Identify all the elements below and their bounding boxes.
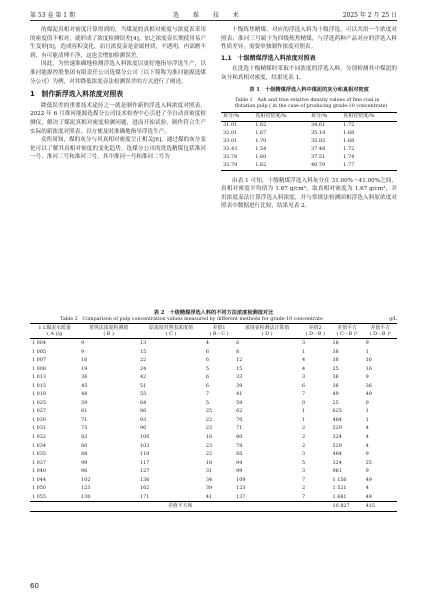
table2-cell: 1 040 — [32, 468, 47, 475]
table2-row — [30, 433, 397, 442]
table2-cell: 25 — [332, 365, 339, 372]
table2-caption-en: Table 2 Comparison of pulp concentration values measured by different methods for grade-10 concentrate — [60, 317, 323, 322]
header-journal: 选 煤 技 术 — [173, 11, 245, 19]
table1-cell: 33.79 — [223, 162, 238, 169]
table1-cell: 1.62 — [255, 162, 267, 169]
table1-header-row — [221, 112, 397, 121]
table2-cell: 24 — [140, 365, 147, 372]
running-header — [30, 8, 397, 21]
table2-cell: 7 — [302, 391, 306, 398]
table2-cell: 96 — [81, 468, 88, 475]
table2-cell: 16 — [81, 357, 88, 364]
table2-cell: 136 — [140, 476, 150, 483]
table2-cell: 62 — [236, 408, 243, 415]
table2-cell: 1 032 — [32, 434, 47, 441]
table2-cell: 6 — [205, 374, 210, 381]
table2-cell: 961 — [332, 468, 342, 475]
table2-cell: 1 035 — [32, 451, 47, 458]
table2-cell: 1 027 — [32, 408, 47, 415]
table2-cell: 6 — [236, 340, 240, 346]
table2-cell: 1 — [365, 416, 369, 423]
table1-row — [221, 154, 397, 162]
table2-cell: 117 — [140, 459, 150, 466]
table2-cell: 71 — [236, 425, 243, 432]
table2-cell: 6 — [302, 382, 306, 389]
table1-cell: 40.70 — [310, 162, 326, 169]
table2-row — [30, 373, 397, 382]
table2-row — [30, 390, 397, 399]
table2-cell: 1 034 — [32, 442, 47, 449]
table2-cell: 3 — [302, 340, 306, 346]
table2-row — [30, 416, 397, 425]
table2-cell: 1 — [365, 348, 369, 355]
table2-row — [30, 467, 397, 476]
table2 — [30, 323, 397, 512]
table1-cell: 1.68 — [343, 130, 355, 137]
table2-cell: 9 — [81, 348, 85, 355]
table1-caption-en: Table 1 Ash and true relative density values of fine coal in flotation pulp ( in the case of producing grade-10 concentrate) — [235, 97, 388, 109]
table2-cell: 88 — [81, 451, 88, 458]
table1-row — [221, 130, 397, 138]
table2-cell: 15 — [140, 348, 147, 355]
table2-cell: 4 — [365, 485, 369, 492]
table2-cell: 1 050 — [32, 485, 47, 492]
table2-cell: 4 — [302, 357, 306, 364]
table1-cell: 1.72 — [343, 146, 355, 153]
table2-cell: 7 — [302, 493, 306, 500]
table2-row — [30, 348, 397, 357]
table2-cell: 94 — [236, 459, 243, 466]
paragraph: 在洗选十级精煤时采取不同浓度的浮选入料，分别检测其中煤泥的灰分和真相对密度，结果见表 1。 — [221, 66, 397, 81]
table2-cell: 1 — [302, 348, 306, 355]
table2-cell: 22 — [205, 416, 213, 423]
table2-footer-row — [30, 502, 397, 512]
table2-cell: 5 — [205, 365, 210, 372]
table2-cell: 1 015 — [32, 382, 47, 389]
table1-header: 真相对密度/% — [343, 113, 375, 120]
table2-cell: 123 — [81, 485, 91, 492]
table2-cell: 529 — [332, 442, 342, 449]
table1 — [221, 112, 397, 171]
table2-cell: 2 — [302, 425, 306, 432]
table2-cell: 4 — [365, 434, 369, 441]
table2-cell: 102 — [81, 476, 91, 483]
table2-cell: 33 — [236, 374, 243, 381]
table1-cell: 1.72 — [343, 122, 355, 129]
table2-header: 原浓度对照表浓度值 ( C ) — [148, 325, 193, 337]
table1-cell: 1.74 — [343, 154, 355, 161]
table1-row — [221, 138, 397, 146]
table2-cell: 484 — [332, 451, 342, 458]
table2-cell: 64 — [140, 399, 147, 406]
table2-cell: 25 — [332, 399, 339, 406]
table2-cell: 1 007 — [32, 357, 47, 364]
table2-cell: 100 — [140, 434, 150, 441]
table2-cell: 70 — [236, 416, 243, 423]
table2-cell: 1 521 — [332, 485, 347, 492]
table2-cell: 5 — [205, 399, 210, 406]
page-number: 60 — [30, 582, 39, 590]
paragraph: 降低误差的重要技术途径之一就是制作新的浮选入料浓度对照表。2022 年 6 月淮河能源选煤分公司技术检查中心引进了全自动真密度检测仪，解决了煤泥真相对密度检测问题，进而开始试验，制作符合生产实际的新浓度对照表，以方便及时准确地指导浮选生产。 — [30, 102, 206, 135]
table2-cell: 49 — [365, 476, 372, 483]
table1-cell: 1.62 — [255, 122, 267, 129]
paragraph: 因此，为快速准确地检测浮选入料浓度以更好地指导浮选生产，以淮河能源控股集团有限责任公司选煤分公司（以下简称为淮河能源选煤分公司）为例，对其降低浓度壶法检测误差的方式进行了阐述。 — [30, 61, 206, 85]
table2-cell: 7 — [205, 391, 210, 398]
table2-row — [30, 365, 397, 374]
table2-cell: 3 — [302, 374, 306, 381]
table2-cell: 484 — [332, 416, 342, 423]
table2-cell: 4 — [365, 442, 369, 449]
table2-cell: 1 681 — [332, 493, 347, 500]
table2-cell: 9 — [81, 340, 85, 346]
table2-cell: 96 — [140, 425, 147, 432]
table2-cell: 9 — [365, 451, 369, 458]
table1-caption: 表 1 十级精煤浮选入料中煤泥的灰分和真相对密度 — [249, 86, 369, 93]
table1-cell: 1.60 — [255, 154, 267, 161]
table2-cell: 48 — [81, 391, 88, 398]
table2-cell: 1 018 — [32, 391, 47, 398]
paragraph: 众所周知，煤的灰分与其真相对密度呈正相关[6]，通过煤的灰分变化可以了解其真相对密度的变化趋势。选煤分公司的洗选精煤包括淮河一号、淮河二号和淮河三号，其中淮河一号和淮河二号为 — [30, 137, 206, 161]
table2-cell: 61 — [81, 408, 88, 415]
table2-cell: 19 — [81, 365, 88, 372]
right-column — [221, 26, 397, 211]
table2-cell: 1 030 — [32, 416, 47, 423]
table2-cell: 0 — [302, 399, 306, 406]
table1-header: 灰分/% — [223, 113, 240, 120]
paragraph: 的煤泥真相对密度计算得到的，当煤泥的真相对密度与浓度表采用的密度值不相对，就形成了浓度检测误差[4]。加之浓度壶长期使用易产生变形[5]，造成容积变化，而且浓度壶是金属材质，不透明，内部磨不到、有可能清理不净，这也会增加检测误差。 — [30, 27, 206, 59]
table2-cell: 16 — [332, 340, 339, 346]
table2-cell: 3 — [302, 451, 306, 458]
table2-cell: 4 — [365, 425, 369, 432]
table2-header: 常规法浓度检测值 ( B ) — [89, 325, 129, 337]
table2-cell: 1 055 — [32, 493, 47, 500]
paragraph: 由表 1 可知，十级精煤浮选入料灰分在 31.00%～41.00%之间，真相对密度平均值为 1.67 g/cm³，取真相对密度为 1.67 g/cm³，并用浓度壶法计算浮选入料浓度，并与常规法检测固相浮选入料原浓度对照表中数据进行比较，结果见表 2。 — [221, 177, 397, 210]
table2-cell: 130 — [81, 493, 91, 500]
table2-cell: 39 — [205, 485, 213, 492]
table1-cell: 1.77 — [343, 162, 355, 169]
table2-cell: 80 — [81, 442, 88, 449]
table2-cell: 99 — [236, 468, 243, 475]
table2-cell: 127 — [140, 468, 150, 475]
table1-cell: 33.01 — [223, 138, 238, 145]
table2-cell: 59 — [236, 399, 243, 406]
table2-header-row — [30, 324, 397, 339]
table2-header: 浓度壶检测法计算值 ( D ) — [245, 325, 290, 337]
table2-cell: 18 — [205, 434, 213, 441]
table1-row — [221, 146, 397, 154]
table2-unit: g/L — [389, 317, 397, 322]
table2-cell: 5 — [302, 459, 306, 466]
table2-cell: 42 — [140, 374, 147, 381]
table2-cell: 137 — [236, 493, 246, 500]
table1-cell: 34.61 — [310, 122, 326, 129]
table2-row — [30, 424, 397, 433]
table2-cell: 41 — [236, 391, 243, 398]
table2-cell: 7 — [302, 476, 306, 483]
table2-cell: 625 — [332, 408, 342, 415]
table2-cell: 36 — [332, 357, 339, 364]
table2-cell: 25 — [365, 459, 372, 466]
table2-cell: 324 — [332, 459, 342, 466]
table2-header: 差值2 ( D－B ) — [305, 325, 325, 337]
table2-cell: 2 — [302, 442, 306, 449]
table2-cell: 82 — [81, 434, 88, 441]
table2-cell: 6 — [205, 382, 210, 389]
table2-header: 差值1 ( B－C ) — [209, 325, 229, 337]
table2-cell: 73 — [81, 425, 88, 432]
table2-row — [30, 339, 397, 348]
table2-cell: 25 — [205, 408, 213, 415]
table2-footer-value: 10 827 — [332, 503, 350, 510]
table2-cell: 71 — [81, 416, 88, 423]
table2-cell: 0 — [365, 399, 369, 406]
table1-row — [221, 121, 397, 130]
subsection-heading: 1.1 十级精煤浮选入料浓度对照表 — [221, 54, 316, 62]
table1-row — [221, 162, 397, 171]
table2-row — [30, 476, 397, 485]
table2-cell: 16 — [365, 357, 372, 364]
table2-cell: 123 — [236, 485, 246, 492]
table2-cell: 80 — [236, 434, 243, 441]
table2-cell: 6 — [205, 348, 210, 355]
table2-caption: 表 2 十级精煤浮选入料的不同方法浓度检测值对比 — [153, 310, 274, 316]
table2-cell: 1 008 — [32, 365, 47, 372]
header-date: 2025 年 2 月 25 日 — [342, 11, 397, 19]
table2-cell: 36 — [365, 382, 372, 389]
table2-cell: 34 — [205, 476, 213, 483]
table2-cell: 16 — [365, 365, 372, 372]
table2-cell: 85 — [236, 451, 243, 458]
table2-cell: 6 — [205, 357, 210, 364]
table2-cell: 1 — [365, 408, 369, 415]
table2-cell: 1 044 — [32, 476, 47, 483]
table2-cell: 36 — [332, 374, 339, 381]
table1-cell: 35.82 — [310, 138, 326, 145]
table2-row — [30, 493, 397, 502]
section-heading: 1 制作新浮选入料浓度对照表 — [30, 90, 124, 99]
table2-footer-label: 差值平方和 — [168, 503, 193, 510]
table2-cell: 9 — [365, 340, 369, 346]
table2-cell: 18 — [205, 459, 213, 466]
table2-cell: 1 — [302, 408, 306, 415]
table2-cell: 9 — [365, 468, 369, 475]
table2-cell: 36 — [81, 374, 88, 381]
table2-cell: 171 — [140, 493, 150, 500]
table1-cell: 37.51 — [310, 154, 326, 161]
table2-cell: 36 — [332, 348, 339, 355]
table1-cell: 31.01 — [223, 122, 238, 129]
paragraph: 十级炼焦精煤，对应的浮选入料为十级浮选，可以共用一个浓度对照表；淮河三号属于为四级炼焦精煤，与浮选药种产品对应的浮选入料性质差异，需要单独制作浓度对照表。 — [221, 27, 397, 51]
table1-cell: 32.01 — [223, 130, 238, 137]
table2-cell: 109 — [236, 476, 246, 483]
table1-cell: 33.78 — [223, 154, 238, 161]
table2-cell: 41 — [205, 493, 213, 500]
table2-cell: 1 156 — [332, 476, 347, 483]
table2-cell: 93 — [140, 416, 147, 423]
table2-cell: 529 — [332, 425, 342, 432]
table1-cell: 1.68 — [343, 138, 355, 145]
table2-header: 差值平方 ( C－B )² — [336, 325, 358, 337]
table2-cell: 13 — [140, 340, 147, 346]
table2-cell: 49 — [365, 391, 372, 398]
table1-cell: 1.67 — [255, 130, 267, 137]
table2-cell: 1 004 — [32, 340, 47, 346]
table2-cell: 23 — [205, 442, 213, 449]
table2-cell: 2 — [302, 434, 306, 441]
table2-cell: 36 — [332, 382, 339, 389]
table2-row — [30, 356, 397, 365]
table2-row — [30, 442, 397, 451]
table2-cell: 22 — [140, 357, 147, 364]
table2-cell: 23 — [205, 425, 213, 432]
table2-cell: 45 — [81, 382, 88, 389]
table2-row — [30, 399, 397, 408]
table1-header: 真相对密度/% — [255, 113, 287, 120]
table2-cell: 2 — [302, 485, 306, 492]
table2-header: 1 L煤泥水质量 ( A )/g — [38, 325, 71, 337]
table1-cell: 37.48 — [310, 146, 326, 153]
header-issue: 第 53 卷 第 1 期 — [30, 11, 75, 19]
table2-cell: 8 — [236, 348, 240, 355]
table2-block — [30, 310, 397, 512]
table2-cell: 51 — [140, 382, 147, 389]
table2-footer-value: 415 — [365, 503, 375, 510]
table2-cell: 49 — [332, 391, 339, 398]
table2-row — [30, 484, 397, 493]
table2-cell: 4 — [302, 365, 306, 372]
table2-cell: 103 — [140, 442, 150, 449]
table2-cell: 39 — [236, 382, 243, 389]
table2-cell: 78 — [236, 442, 243, 449]
table2-row — [30, 450, 397, 459]
table2-cell: 1 037 — [32, 459, 47, 466]
table2-header: 差值平方 ( D－B )² — [369, 325, 391, 337]
table2-cell: 59 — [81, 399, 88, 406]
table2-cell: 1 — [302, 416, 306, 423]
table2-cell: 22 — [205, 451, 213, 458]
table2-cell: 1 013 — [32, 374, 47, 381]
table1-cell: 35.19 — [310, 130, 326, 137]
table1-cell: 1.54 — [255, 146, 267, 153]
table2-cell: 1 005 — [32, 348, 47, 355]
table2-cell: 86 — [140, 408, 147, 415]
table2-row — [30, 407, 397, 416]
table2-cell: 1 025 — [32, 399, 47, 406]
table1-header: 灰分/% — [310, 113, 328, 120]
table2-cell: 162 — [140, 485, 150, 492]
table1-cell: 33.43 — [223, 146, 238, 153]
table2-cell: 324 — [332, 434, 342, 441]
table2-cell: 1 031 — [32, 425, 47, 432]
table2-cell: 12 — [236, 357, 243, 364]
table2-cell: 55 — [140, 391, 147, 398]
table2-cell: 4 — [205, 340, 210, 346]
table2-row — [30, 382, 397, 391]
table2-cell: 110 — [140, 451, 150, 458]
table2-cell: 9 — [365, 374, 369, 381]
table2-cell: 49 — [365, 493, 372, 500]
left-column — [30, 26, 206, 162]
table2-row — [30, 459, 397, 468]
table2-cell: 15 — [236, 365, 243, 372]
table1-cell: 1.70 — [255, 138, 267, 145]
table2-cell: 3 — [302, 468, 306, 475]
table2-cell: 31 — [205, 468, 213, 475]
table2-cell: 99 — [81, 459, 88, 466]
